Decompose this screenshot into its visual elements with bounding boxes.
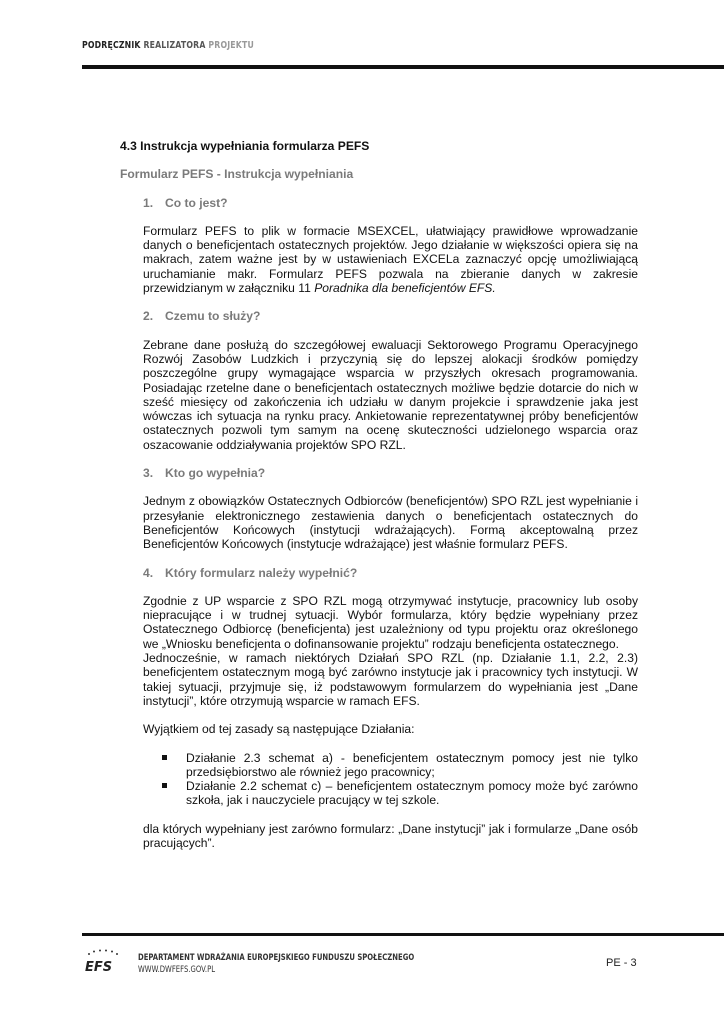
question-heading-1: 1. Co to jest? [143,195,228,210]
document-body [120,139,638,864]
guide-title-italic: Poradnika dla beneficjentów EFS. [314,281,496,296]
exceptions-list [143,751,638,808]
bullet-square-icon [162,755,167,760]
list-item: Działanie 2.3 schemat a) - beneficjentem ostatecznym pomocy jest nie tylko przedsiębiorstwo ale również jego pracownicy; [143,751,638,780]
paragraph-what-is-it: Formularz PEFS to plik w formacie MSEXCEL, ułatwiający prawidłowe wprowadzanie danych o beneficjentach ostatecznych projektów. Jego działanie w większości opiera się na makrach, zatem ważne jest by w ustawieniach EXCELa zaznaczyć opcję umożliwiającą uruchamianie makr. Formularz PEFS pozwala na zbieranie danych w zakresie przewidzianym w załączniku 11 Poradnika dla beneficjentów EFS. [143,223,638,296]
header-word-3: PROJEKTU [208,40,254,51]
logo-lettering: EFS [85,960,113,975]
paragraph-who-fills: Jednym z obowiązków Ostatecznych Odbiorców (beneficjentów) SPO RZL jest wypełnianie i przesyłanie elektronicznego zestawienia danych o beneficjentach ostatecznych do Beneficjentów Końcowych (instytucji wdrażających). Formą akceptowalną przez Beneficjentów Końcowych (instytucje wdrażające) jest właśnie formularz PEFS. [143,494,638,552]
question-heading-3: 3. Kto go wypełnia? [143,466,266,481]
paragraph-closing: dla których wypełniany jest zarówno formularz: „Dane instytucji” jak i formularze „Dane osób pracujących”. [143,821,638,850]
header-rule [82,65,724,69]
footer-website: WWW.DWFEFS.GOV.PL [138,964,216,974]
footer-rule [82,933,724,936]
paragraph-which-form-b: Jednocześnie, w ramach niektórych Działań SPO RZL (np. Działanie 1.1, 2.2, 2.3) beneficjentem ostatecznym mogą być zarówno instytucje jak i pracownicy tych instytucji. W takiej sytuacji, przyjmuje się, iż podstawowym formularzem do wypełniania jest „Dane instytucji”, które otrzymują wsparcie w ramach EFS. [143,651,638,708]
question-heading-4: 4. Który formularz należy wypełnić? [143,565,358,580]
efs-logo-icon [82,948,122,976]
section-subtitle: Formularz PEFS - Instrukcja wypełniania [120,167,354,182]
list-item: Działanie 2.2 schemat c) – beneficjentem ostatecznym pomocy może być zarówno szkoła, jak i nauczyciele pracujący w tej szkole. [143,779,638,808]
footer-department: DEPARTAMENT WDRAŻANIA EUROPEJSKIEGO FUNDUSZU SPOŁECZNEGO [138,952,415,962]
paragraph-which-form-a: Zgodnie z UP wsparcie z SPO RZL mogą otrzymywać instytucje, pracownicy lub osoby niepracujące i w trudnej sytuacji. Wybór formularza, który będzie wypełniany przez Ostatecznego Odbiorcę (beneficjenta) jest uzależniony od typu projektu oraz określonego we „Wniosku beneficjenta o dofinansowanie projektu” rodzaju beneficjenta ostatecznego. [143,593,638,651]
paragraph-purpose: Zebrane dane posłużą do szczegółowej ewaluacji Sektorowego Programu Operacyjnego Rozwój Zasobów Ludzkich i przyczynią się do lepszej alokacji środków pomiędzy poszczególne grupy wymagające wsparcia w przyszłych okresach programowania. Posiadając rzetelne dane o beneficjentach ostatecznych możliwe będzie dotarcie do nich w sześć miesięcy od zakończenia ich udziału w danym projekcie i sprawdzenie jaka jest wówczas ich sytuacja na rynku pracy. Ankietowanie reprezentatywnej próby beneficjentów ostatecznych pozwoli tym samym na ocenę skuteczności udzielonego wsparcia oraz oszacowanie oddziaływania projektów SPO RZL. [143,337,638,452]
paragraph-exceptions-intro: Wyjątkiem od tej zasady są następujące Działania: [143,722,415,737]
page-number: PE - 3 [606,957,637,969]
header-word-1: PODRĘCZNIK [82,40,141,51]
header-word-2: REALIZATORA [143,40,206,51]
question-heading-2: 2. Czemu to służy? [143,309,261,324]
footer-info [138,951,414,975]
running-header [82,40,254,51]
bullet-square-icon [162,783,167,788]
section-title: 4.3 Instrukcja wypełniania formularza PEFS [120,139,370,153]
